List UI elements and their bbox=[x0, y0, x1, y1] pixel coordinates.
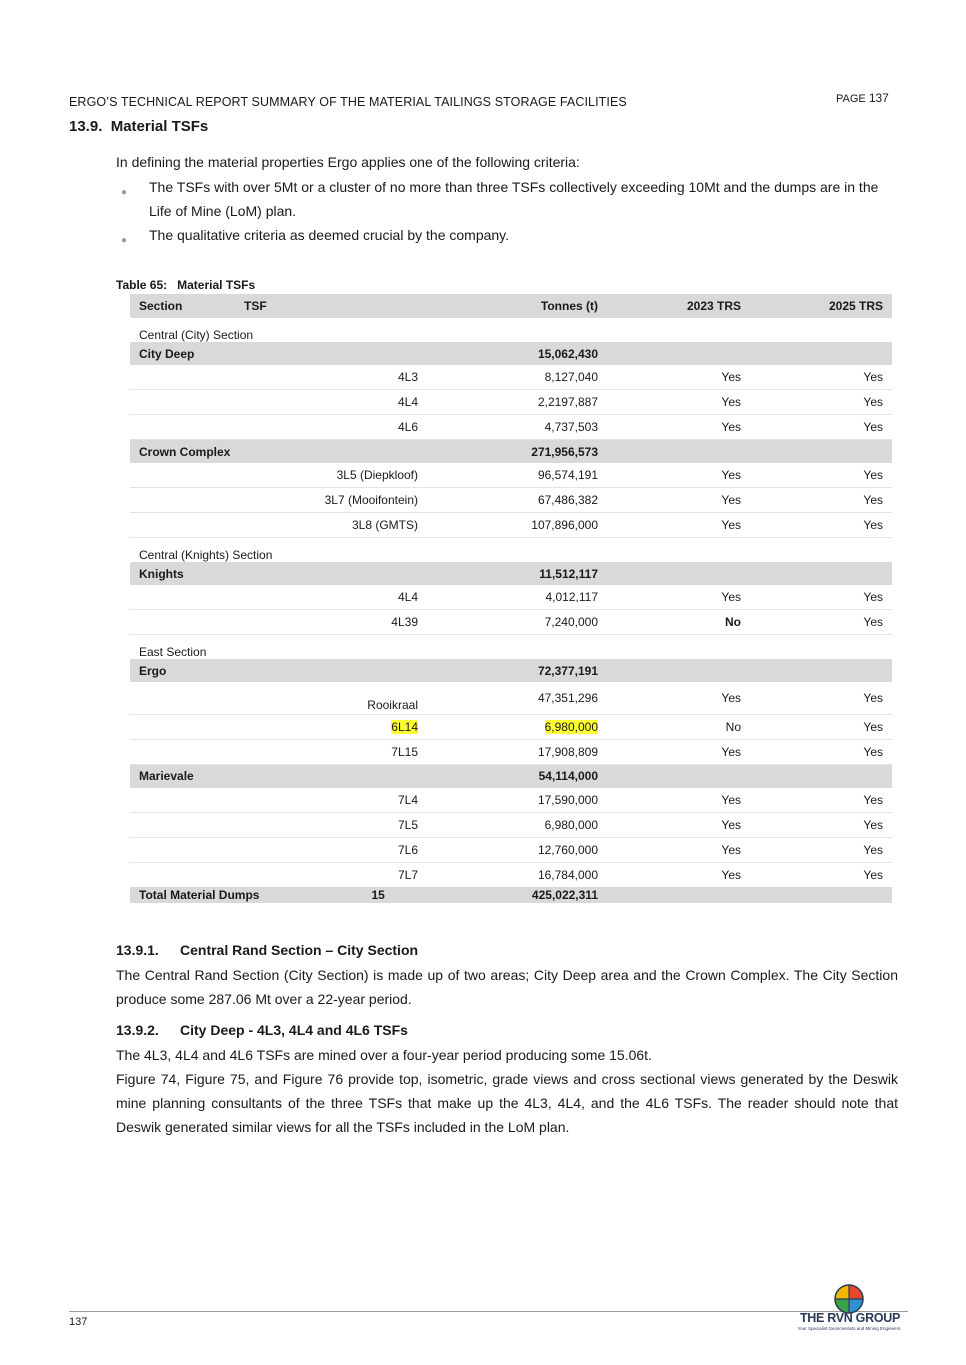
criteria-text: The qualitative criteria as deemed crucial by the company. bbox=[149, 227, 510, 243]
table-row bbox=[130, 739, 892, 764]
subsection-text-2b: Figure 74, Figure 75, and Figure 76 provide top, isometric, grade views and cross sectional views generated by the Deswik mine planning consultants of the three TSFs that make up the 4L3, 4L4, and the 4L6 TSFs. The reader should note that Deswik generated similar views for all the TSFs included in the LoM plan. bbox=[116, 1071, 898, 1135]
criteria-text: The TSFs with over 5Mt or a cluster of no more than three TSFs collectively exceeding 10Mt and the dumps are in the Life of Mine (LoM) plan. bbox=[149, 179, 879, 219]
trs-2025: Yes bbox=[750, 788, 892, 813]
section-label: Central (Knights) Section bbox=[139, 548, 273, 562]
table-header-row bbox=[130, 294, 892, 318]
trs-2023: Yes bbox=[607, 585, 750, 610]
tsf-name: 4L6 bbox=[235, 415, 427, 440]
trs-2025: Yes bbox=[750, 585, 892, 610]
group-row bbox=[130, 659, 892, 682]
tsf-name: Rooikraal bbox=[235, 682, 427, 714]
tsf-name: 7L5 bbox=[235, 812, 427, 837]
table-row bbox=[130, 788, 892, 813]
trs-2025: Yes bbox=[750, 488, 892, 513]
trs-2023: Yes bbox=[607, 390, 750, 415]
group-name: Ergo bbox=[130, 659, 427, 682]
subsection-text-2a: The 4L3, 4L4 and 4L6 TSFs are mined over a four-year period producing some 15.06t. bbox=[116, 1047, 652, 1063]
subsection-title: City Deep - 4L3, 4L4 and 4L6 TSFs bbox=[180, 1022, 408, 1038]
trs-2023: Yes bbox=[607, 788, 750, 813]
table-row bbox=[130, 585, 892, 610]
section-title: Material TSFs bbox=[110, 118, 209, 135]
table-row bbox=[130, 837, 892, 862]
table-row-highlighted bbox=[130, 714, 892, 739]
page-number: 137 bbox=[868, 91, 889, 105]
tsf-tonnes: 16,784,000 bbox=[537, 867, 598, 882]
criteria-list bbox=[116, 175, 898, 247]
total-tonnes: 425,022,311 bbox=[427, 887, 607, 903]
subsection-number: 13.9.2. bbox=[116, 1022, 159, 1038]
bullet-icon: ● bbox=[121, 235, 128, 246]
tsf-name: 3L8 (GMTS) bbox=[235, 513, 427, 538]
footer-page-number: 137 bbox=[69, 1316, 88, 1328]
tsf-name: 4L39 bbox=[235, 610, 427, 635]
tsf-name bbox=[235, 714, 427, 739]
tsf-name: 3L5 (Diepkloof) bbox=[235, 463, 427, 488]
trs-2025: Yes bbox=[750, 610, 892, 635]
tsf-name: 7L4 bbox=[235, 788, 427, 813]
tsf-tonnes: 12,760,000 bbox=[427, 837, 607, 862]
section-number: 13.9. bbox=[69, 118, 103, 135]
trs-2023: Yes bbox=[607, 415, 750, 440]
table-row bbox=[130, 513, 892, 538]
trs-2025: Yes bbox=[750, 812, 892, 837]
table-row bbox=[130, 488, 892, 513]
tsf-tonnes: 107,896,000 bbox=[427, 513, 607, 538]
trs-2025: Yes bbox=[750, 390, 892, 415]
trs-2025: Yes bbox=[750, 837, 892, 862]
tsf-tonnes: 6,980,000 bbox=[427, 812, 607, 837]
group-name: Knights bbox=[130, 562, 427, 585]
table-row bbox=[130, 463, 892, 488]
table-row bbox=[130, 365, 892, 390]
trs-2023: Yes bbox=[607, 488, 750, 513]
tsf-tonnes: 17,590,000 bbox=[427, 788, 607, 813]
total-row bbox=[130, 887, 892, 903]
section-intro: In defining the material properties Ergo applies one of the following criteria: bbox=[116, 154, 580, 170]
header-2023-trs: 2023 TRS bbox=[607, 294, 750, 318]
subsection-heading-2 bbox=[116, 1022, 408, 1038]
tsf-name: 4L3 bbox=[235, 365, 427, 390]
trs-2023: Yes bbox=[607, 513, 750, 538]
trs-2023: Yes bbox=[607, 739, 750, 764]
criteria-item bbox=[116, 175, 898, 223]
table-row bbox=[130, 682, 892, 714]
section-row bbox=[130, 318, 892, 342]
total-label bbox=[130, 887, 427, 903]
tsf-tonnes: 4,012,117 bbox=[427, 585, 607, 610]
page-label: PAGE bbox=[836, 93, 866, 105]
header-section: Section bbox=[130, 294, 235, 318]
group-tonnes: 15,062,430 bbox=[427, 342, 607, 365]
trs-2025: Yes bbox=[750, 513, 892, 538]
table-row bbox=[130, 812, 892, 837]
trs-2023: Yes bbox=[607, 837, 750, 862]
tsf-tonnes: 7,240,000 bbox=[427, 610, 607, 635]
logo-name: THE RVN GROUP bbox=[799, 1311, 901, 1325]
section-label: East Section bbox=[139, 645, 207, 659]
trs-2025: Yes bbox=[750, 714, 892, 739]
trs-2025: Yes bbox=[750, 415, 892, 440]
tsf-tonnes: 2,2197,887 bbox=[427, 390, 607, 415]
subsection-number: 13.9.1. bbox=[116, 942, 159, 958]
trs-2023: No bbox=[607, 610, 750, 635]
group-name: Crown Complex bbox=[130, 440, 427, 464]
total-count: 15 bbox=[371, 887, 385, 902]
trs-2023: No bbox=[607, 714, 750, 739]
group-row bbox=[130, 342, 892, 365]
trs-2023: Yes bbox=[607, 365, 750, 390]
tsf-name: 4L4 bbox=[235, 585, 427, 610]
tsf-name: 4L4 bbox=[235, 390, 427, 415]
trs-2023: Yes bbox=[607, 682, 750, 714]
tsf-name: 7L15 bbox=[235, 739, 427, 764]
tsf-tonnes: 67,486,382 bbox=[427, 488, 607, 513]
trs-2025: Yes bbox=[750, 739, 892, 764]
group-tonnes: 271,956,573 bbox=[427, 440, 607, 464]
tsf-tonnes: 4,737,503 bbox=[427, 415, 607, 440]
trs-2025: Yes bbox=[750, 682, 892, 714]
logo-tagline: Your Specialist Geoscientists and Mining Engineers bbox=[797, 1326, 901, 1331]
criteria-item bbox=[116, 223, 898, 247]
subsection-title: Central Rand Section – City Section bbox=[180, 942, 419, 958]
header-2025-trs: 2025 TRS bbox=[750, 294, 892, 318]
group-name: Marievale bbox=[130, 764, 427, 788]
group-row bbox=[130, 562, 892, 585]
material-tsf-table bbox=[130, 294, 892, 903]
rvn-logo-icon bbox=[834, 1284, 864, 1314]
tsf-tonnes: 96,574,191 bbox=[427, 463, 607, 488]
tsf-name: 7L6 bbox=[235, 837, 427, 862]
header-tsf: TSF bbox=[235, 294, 427, 318]
tsf-tonnes bbox=[427, 714, 607, 739]
tsf-tonnes: 8,127,040 bbox=[427, 365, 607, 390]
group-row bbox=[130, 764, 892, 788]
group-name: City Deep bbox=[130, 342, 427, 365]
table-row bbox=[130, 862, 892, 887]
table-caption-name: Material TSFs bbox=[177, 278, 256, 292]
subsection-heading-1 bbox=[116, 942, 418, 958]
header-tonnes: Tonnes (t) bbox=[427, 294, 607, 318]
tsf-tonnes: 17,908,809 bbox=[427, 739, 607, 764]
trs-2025: Yes bbox=[863, 867, 883, 882]
trs-2025: Yes bbox=[750, 365, 892, 390]
trs-2023: Yes bbox=[721, 867, 741, 882]
total-label-text: Total Material Dumps bbox=[139, 887, 260, 902]
section-label: Central (City) Section bbox=[139, 328, 254, 342]
table-row bbox=[130, 390, 892, 415]
table-row bbox=[130, 610, 892, 635]
subsection-text-1: The Central Rand Section (City Section) is made up of two areas; City Deep area and the Crown Complex. The City Section produce some 287.06 Mt over a 22-year period. bbox=[116, 967, 898, 1007]
trs-2023: Yes bbox=[607, 463, 750, 488]
group-row bbox=[130, 440, 892, 464]
tsf-name: 7L7 bbox=[397, 867, 418, 882]
group-tonnes: 72,377,191 bbox=[427, 659, 607, 682]
group-tonnes: 11,512,117 bbox=[427, 562, 607, 585]
table-caption bbox=[116, 278, 255, 292]
tsf-tonnes: 47,351,296 bbox=[427, 682, 607, 714]
table-caption-number: Table 65: bbox=[116, 278, 168, 292]
table-row bbox=[130, 415, 892, 440]
section-row bbox=[130, 538, 892, 563]
section-heading bbox=[69, 118, 208, 135]
highlighted-tonnes: 6,980,000 bbox=[544, 719, 598, 734]
tsf-name: 3L7 (Mooifontein) bbox=[235, 488, 427, 513]
trs-2023: Yes bbox=[607, 812, 750, 837]
header-page-number bbox=[836, 91, 889, 105]
trs-2025: Yes bbox=[750, 463, 892, 488]
bullet-icon: ● bbox=[121, 187, 128, 198]
highlighted-tsf-name: 6L14 bbox=[391, 719, 418, 734]
report-header-title: ERGO’S TECHNICAL REPORT SUMMARY OF THE MATERIAL TAILINGS STORAGE FACILITIES bbox=[69, 95, 627, 109]
section-row bbox=[130, 635, 892, 660]
footer-divider bbox=[69, 1311, 908, 1312]
group-tonnes: 54,114,000 bbox=[427, 764, 607, 788]
